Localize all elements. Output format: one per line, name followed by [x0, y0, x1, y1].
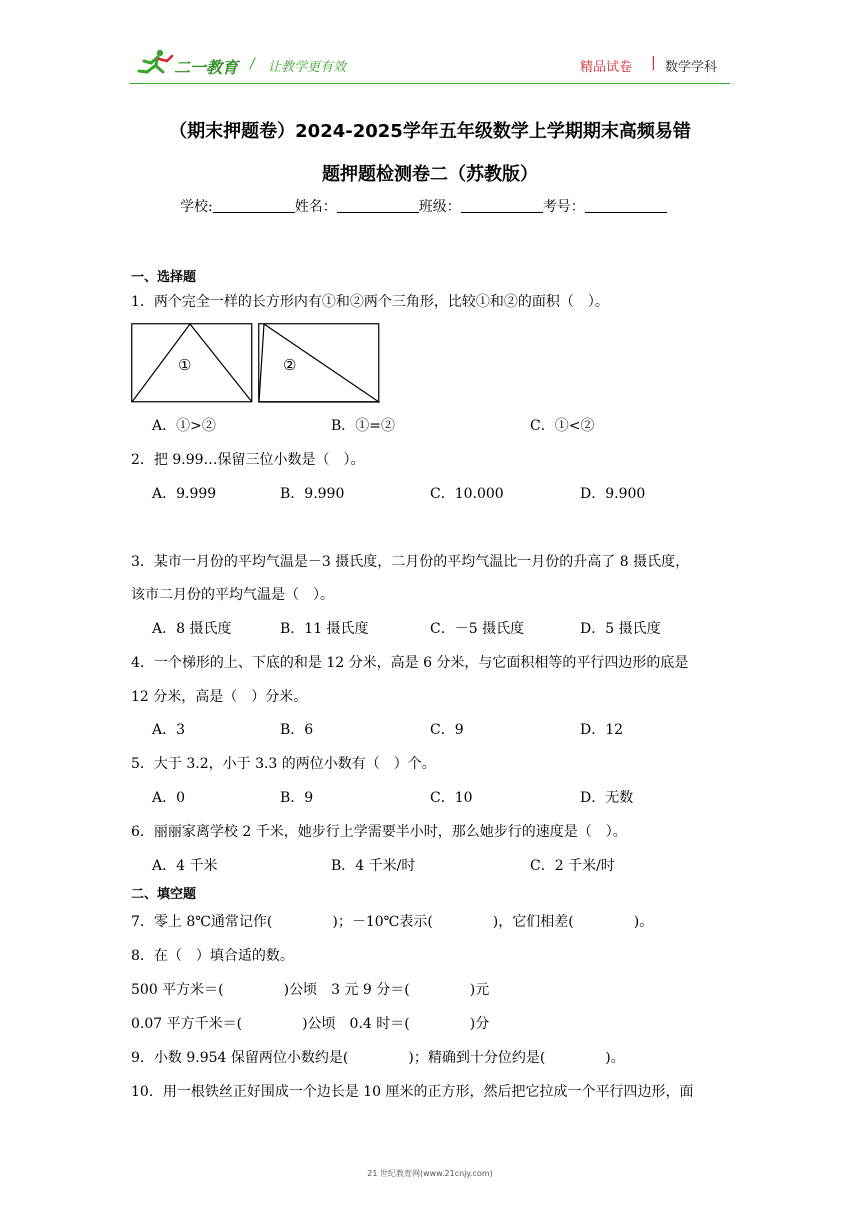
- page-footer: 21 世纪教育网(www.21cnjy.com): [367, 1169, 493, 1178]
- q1-triangle1-label: ①: [178, 356, 192, 374]
- student-info-row: [180, 196, 667, 216]
- q1-option-b[interactable]: B．①=②: [331, 418, 396, 434]
- q6-option-b[interactable]: B．4 千米/时: [331, 858, 416, 874]
- q8-r1-part3: )元: [469, 982, 490, 998]
- q4-option-d[interactable]: D．12: [580, 722, 624, 738]
- name-label: 姓名：: [294, 199, 337, 215]
- q3-option-b[interactable]: B．11 摄氏度: [280, 621, 369, 637]
- page-title-line2: 题押题检测卷二（苏教版）: [322, 164, 538, 185]
- brand-divider: /: [250, 56, 255, 72]
- q5-option-d[interactable]: D．无数: [580, 790, 634, 806]
- q6-text: 6．丽丽家离学校 2 千米，她步行上学需要半小时，那么她步行的速度是（ ）。: [131, 824, 627, 840]
- q9-part2: )；精确到十分位约是(: [408, 1050, 546, 1066]
- q2-option-c[interactable]: C．10.000: [430, 486, 504, 502]
- page-title-line1: （期末押题卷）2024-2025学年五年级数学上学期期末高频易错: [169, 121, 691, 142]
- q8-r1-part1: 500 平方米＝(: [131, 982, 224, 998]
- q10-text: 10．用一根铁丝正好围成一个边长是 10 厘米的正方形，然后把它拉成一个平行四边形，面: [131, 1084, 694, 1100]
- q1-triangle2-label: ②: [283, 356, 297, 374]
- q2-text: 2．把 9.99…保留三位小数是（ ）。: [131, 452, 365, 468]
- q4-option-c[interactable]: C．9: [430, 722, 464, 738]
- q3-option-c[interactable]: C．－5 摄氏度: [430, 621, 525, 637]
- q2-option-d[interactable]: D．9.900: [580, 486, 646, 502]
- q3-option-a[interactable]: A．8 摄氏度: [152, 621, 232, 637]
- tag-subject: 数学学科: [665, 60, 718, 75]
- q1-option-a[interactable]: A．①>②: [152, 418, 216, 434]
- name-field[interactable]: [337, 198, 419, 213]
- q9-text: [131, 1048, 625, 1068]
- q4-text-line2: 12 分米，高是（ ）分米。: [131, 689, 308, 705]
- q7-part2: )；－10℃表示(: [332, 914, 433, 930]
- section-choice-heading: 一、选择题: [131, 270, 197, 285]
- header-rule: [130, 83, 730, 84]
- q8-r1-part2: )公顷 3 元 9 分＝(: [283, 982, 410, 998]
- q3-text-line2: 该市二月份的平均气温是（ ）。: [131, 587, 334, 603]
- q8-row1: [131, 980, 489, 1000]
- q9-part3: )。: [605, 1050, 625, 1066]
- q8-r2-part2: )公顷 0.4 时＝(: [302, 1016, 410, 1032]
- q5-option-a[interactable]: A．0: [152, 790, 186, 806]
- exam-number-label: 考号：: [542, 199, 585, 215]
- q3-option-d[interactable]: D．5 摄氏度: [580, 621, 661, 637]
- section-fill-heading: 二、填空题: [131, 887, 197, 902]
- q4-option-b[interactable]: B．6: [280, 722, 314, 738]
- q1-text: 1．两个完全一样的长方形内有①和②两个三角形，比较①和②的面积（ ）。: [131, 294, 609, 310]
- q2-option-a[interactable]: A．9.999: [152, 486, 217, 502]
- tag-premium: 精品试卷: [580, 60, 633, 75]
- q8-r2-part1: 0.07 平方千米＝(: [131, 1016, 243, 1032]
- q7-text: [131, 912, 653, 932]
- q5-option-c[interactable]: C．10: [430, 790, 473, 806]
- class-field[interactable]: [461, 198, 543, 213]
- q1-figure-rect2: [258, 323, 380, 403]
- exam-number-field[interactable]: [585, 198, 667, 213]
- q1-option-c[interactable]: C．①<②: [530, 418, 595, 434]
- brand-name: 二一教育: [174, 58, 239, 77]
- brand-slogan: 让教学更有效: [268, 60, 347, 75]
- q2-option-b[interactable]: B．9.990: [280, 486, 345, 502]
- q5-text: 5．大于 3.2，小于 3.3 的两位小数有（ ）个。: [131, 756, 436, 772]
- q1-figure-rect1: [131, 323, 253, 403]
- class-label: 班级：: [418, 199, 461, 215]
- q7-part4: )。: [633, 914, 654, 930]
- tag-separator: |: [651, 55, 656, 71]
- runner-logo-icon: [136, 48, 176, 76]
- q7-part1: 7．零上 8℃通常记作(: [131, 914, 273, 930]
- q3-text-line1: 3．某市一月份的平均气温是－3 摄氏度，二月份的平均气温比一月份的升高了 8 摄氏度，: [131, 554, 690, 570]
- q8-row2: [131, 1014, 489, 1034]
- q4-option-a[interactable]: A．3: [152, 722, 186, 738]
- q4-text-line1: 4．一个梯形的上、下底的和是 12 分米，高是 6 分米，与它面积相等的平行四边形的底是: [131, 655, 689, 671]
- q7-part3: )，它们相差(: [492, 914, 574, 930]
- school-label: 学校:: [180, 199, 213, 215]
- q5-option-b[interactable]: B．9: [280, 790, 314, 806]
- q6-option-c[interactable]: C．2 千米/时: [530, 858, 615, 874]
- q8-r2-part3: )分: [469, 1016, 490, 1032]
- q6-option-a[interactable]: A．4 千米: [152, 858, 218, 874]
- q8-text: 8．在（ ）填合适的数。: [131, 948, 294, 964]
- school-field[interactable]: [213, 198, 295, 213]
- q9-part1: 9．小数 9.954 保留两位小数约是(: [131, 1050, 349, 1066]
